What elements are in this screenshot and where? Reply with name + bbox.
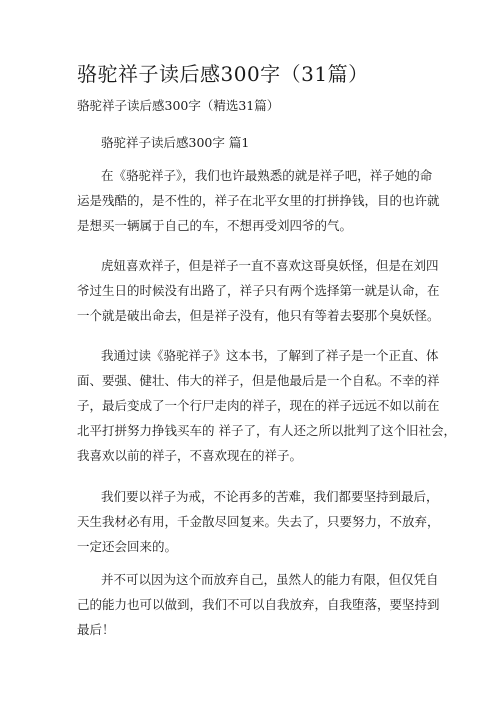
paragraph-line: 是想买一辆属于自己的车，不想再受刘四爷的气。: [77, 218, 353, 233]
paragraph-line: 我们要以祥子为戒，不论再多的苦难，我们都要坚持到最后，: [101, 489, 439, 504]
paragraph-line: 最后！: [77, 622, 115, 637]
paragraph-line: 我通过读《骆驼祥子》这本书，了解到了祥子是一个正直、体: [101, 348, 439, 363]
paragraph-line: 并不可以因为这个而放弃自己，虽然人的能力有限，但仅凭自: [101, 572, 439, 587]
paragraph-2: [77, 253, 440, 328]
document-subtitle: 骆驼祥子读后感300字（精选31篇）: [77, 98, 280, 113]
paragraph-5: [77, 567, 440, 642]
section-heading: 骆驼祥子读后感300字 篇1: [101, 135, 250, 150]
paragraph-line: 一定还会回来的。: [77, 539, 178, 554]
paragraph-3: [77, 343, 456, 468]
paragraph-line: 一个就是破出命去，但是祥子没有，他只有等着去娶那个臭妖怪。: [77, 308, 440, 323]
document-title: 骆驼祥子读后感300字（31篇）: [77, 62, 369, 86]
paragraph-line: 在《骆驼祥子》，我们也许最熟悉的就是祥子吧，祥子她的命: [101, 168, 433, 183]
paragraph-line: 天生我材必有用，千金散尽回复来。失去了，只要努力，不放弃，: [77, 514, 440, 529]
paragraph-line: 子，最后变成了一个行尸走肉的祥子，现在的祥子远远不如以前在: [77, 398, 440, 413]
paragraph-line: 虎妞喜欢祥子，但是祥子一直不喜欢这哥臭妖怪，但是在刘四: [101, 258, 439, 273]
paragraph-1: [77, 163, 440, 238]
paragraph-line: 爷过生日的时候没有出路了，祥子只有两个选择第一就是认命，在: [77, 283, 440, 298]
paragraph-line: 我喜欢以前的祥子，不喜欢现在的祥子。: [77, 448, 303, 463]
paragraph-line: 运是残酷的，是不性的，祥子在北平女里的打拼挣钱，目的也许就: [77, 193, 440, 208]
paragraph-line: 北平打拼努力挣钱买车的 祥子了，有人还之所以批判了这个旧社会，: [77, 423, 456, 438]
paragraph-line: 面、要强、健壮、伟大的祥子，但是他最后是一个自私。不幸的祥: [77, 373, 440, 388]
paragraph-4: [77, 484, 440, 559]
paragraph-line: 己的能力也可以做到，我们不可以自我放弃，自我堕落，要坚持到: [77, 597, 440, 612]
